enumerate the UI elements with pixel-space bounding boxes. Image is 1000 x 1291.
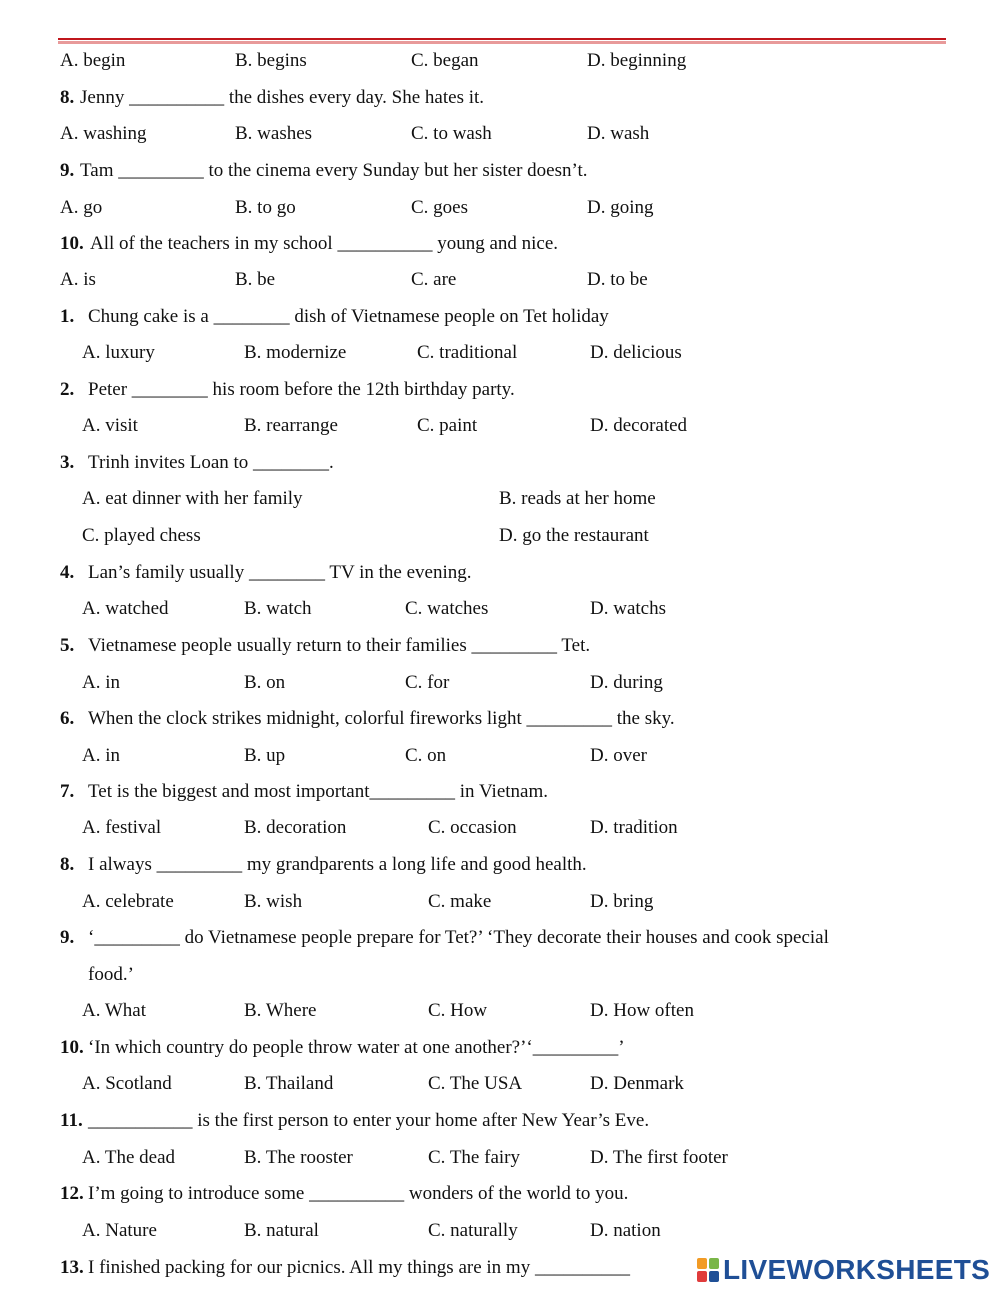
- question-text: ___________ is the first person to enter your home after New Year’s Eve.: [88, 1110, 650, 1131]
- option-row: [0, 196, 1000, 220]
- option-b[interactable]: B. washes: [235, 123, 313, 144]
- option-c[interactable]: C. watches: [405, 598, 489, 619]
- option-c[interactable]: C. to wash: [411, 123, 492, 144]
- option-c[interactable]: C. goes: [411, 197, 468, 218]
- question-text: When the clock strikes midnight, colorful fireworks light _________ the sky.: [88, 708, 675, 729]
- question-number: 2.: [60, 379, 75, 400]
- option-c[interactable]: C. on: [405, 745, 447, 766]
- option-c[interactable]: C. The fairy: [428, 1147, 520, 1168]
- option-b[interactable]: B. wish: [244, 891, 303, 912]
- option-row: [0, 268, 1000, 292]
- option-c[interactable]: C. How: [428, 1000, 488, 1021]
- option-row: [0, 744, 1000, 768]
- option-b[interactable]: B. The rooster: [244, 1147, 353, 1168]
- liveworksheets-logo: [697, 1253, 990, 1287]
- question-text: Lan’s family usually ________ TV in the evening.: [88, 562, 472, 583]
- question-number: 7.: [60, 781, 75, 802]
- question-number: 11.: [60, 1110, 83, 1131]
- option-d[interactable]: D. nation: [590, 1220, 661, 1241]
- option-a[interactable]: A. washing: [60, 123, 147, 144]
- option-b[interactable]: B. on: [244, 672, 286, 693]
- option-d[interactable]: D. to be: [587, 269, 648, 290]
- option-b[interactable]: B. watch: [244, 598, 312, 619]
- question-2: [0, 378, 1000, 402]
- option-a[interactable]: A. in: [82, 672, 120, 693]
- option-c[interactable]: C. paint: [417, 415, 478, 436]
- question-8: [0, 853, 1000, 877]
- option-a[interactable]: A. eat dinner with her family: [82, 488, 303, 509]
- question-number: 13.: [60, 1257, 84, 1278]
- option-d[interactable]: D. beginning: [587, 50, 687, 71]
- option-a[interactable]: A. Nature: [82, 1220, 157, 1241]
- header-rule-bottom: [58, 41, 946, 44]
- question-s1-9: [0, 159, 1000, 183]
- option-c[interactable]: C. for: [405, 672, 450, 693]
- question-number: 10.: [60, 1037, 84, 1058]
- question-text: Tet is the biggest and most important_________ in Vietnam.: [88, 781, 548, 802]
- option-c[interactable]: C. are: [411, 269, 457, 290]
- question-number: 8.: [60, 87, 75, 108]
- question-text: Peter ________ his room before the 12th birthday party.: [88, 379, 515, 400]
- option-a[interactable]: A. visit: [82, 415, 138, 436]
- option-b[interactable]: B. begins: [235, 50, 307, 71]
- option-row: [0, 1219, 1000, 1243]
- option-row: [0, 597, 1000, 621]
- option-d[interactable]: D. The first footer: [590, 1147, 728, 1168]
- option-d[interactable]: D. going: [587, 197, 654, 218]
- option-d[interactable]: D. delicious: [590, 342, 682, 363]
- option-c[interactable]: C. occasion: [428, 817, 517, 838]
- option-c[interactable]: C. began: [411, 50, 479, 71]
- option-a[interactable]: A. festival: [82, 817, 162, 838]
- option-c[interactable]: C. The USA: [428, 1073, 523, 1094]
- option-b[interactable]: B. up: [244, 745, 286, 766]
- option-d[interactable]: D. decorated: [590, 415, 688, 436]
- option-c[interactable]: C. naturally: [428, 1220, 518, 1241]
- option-b[interactable]: B. be: [235, 269, 276, 290]
- question-number: 8.: [60, 854, 75, 875]
- option-row: [0, 414, 1000, 438]
- question-text: Chung cake is a ________ dish of Vietnamese people on Tet holiday: [88, 306, 609, 327]
- option-row: [0, 816, 1000, 840]
- option-d[interactable]: D. watchs: [590, 598, 666, 619]
- question-text: I’m going to introduce some __________ wonders of the world to you.: [88, 1183, 629, 1204]
- option-b[interactable]: B. Thailand: [244, 1073, 334, 1094]
- option-b[interactable]: B. Where: [244, 1000, 317, 1021]
- option-a[interactable]: A. Scotland: [82, 1073, 172, 1094]
- question-7: [0, 780, 1000, 804]
- option-a[interactable]: A. in: [82, 745, 120, 766]
- option-a[interactable]: A. begin: [60, 50, 126, 71]
- option-d[interactable]: D. go the restaurant: [499, 525, 649, 546]
- question-5: [0, 634, 1000, 658]
- question-text: Tam _________ to the cinema every Sunday but her sister doesn’t.: [80, 160, 588, 181]
- option-row: [0, 671, 1000, 695]
- header-rule-top: [58, 38, 946, 40]
- question-text: Vietnamese people usually return to their families _________ Tet.: [88, 635, 591, 656]
- question-text: ‘In which country do people throw water at one another?’‘_________’: [88, 1037, 625, 1058]
- question-9-continued: [0, 963, 1000, 987]
- logo-text: LIVEWORKSHEETS: [723, 1254, 991, 1285]
- question-3: [0, 451, 1000, 475]
- question-text: All of the teachers in my school __________ young and nice.: [90, 233, 559, 254]
- option-row: [0, 49, 1000, 73]
- question-number: 12.: [60, 1183, 84, 1204]
- option-row: [0, 524, 1000, 548]
- question-number: 3.: [60, 452, 75, 473]
- question-6: [0, 707, 1000, 731]
- option-a[interactable]: A. is: [60, 269, 96, 290]
- option-c[interactable]: C. make: [428, 891, 492, 912]
- option-d[interactable]: D. bring: [590, 891, 654, 912]
- option-row: [0, 890, 1000, 914]
- question-11: [0, 1109, 1000, 1133]
- option-b[interactable]: B. natural: [244, 1220, 319, 1241]
- option-c[interactable]: C. played chess: [82, 525, 201, 546]
- option-a[interactable]: A. watched: [82, 598, 169, 619]
- question-12: [0, 1182, 1000, 1206]
- question-text: I finished packing for our picnics. All my things are in my __________: [88, 1257, 630, 1278]
- question-4: [0, 561, 1000, 585]
- liveworksheets-logo-icon: [697, 1258, 719, 1282]
- question-text: Trinh invites Loan to ________.: [88, 452, 334, 473]
- option-b[interactable]: B. to go: [235, 197, 296, 218]
- option-row: [0, 1146, 1000, 1170]
- question-1: [0, 305, 1000, 329]
- option-row: [0, 487, 1000, 511]
- question-10: [0, 1036, 1000, 1060]
- option-a[interactable]: A. What: [82, 1000, 147, 1021]
- question-number: 9.: [60, 160, 75, 181]
- option-a[interactable]: A. luxury: [82, 342, 155, 363]
- option-b[interactable]: B. rearrange: [244, 415, 338, 436]
- header-rule: [58, 38, 946, 44]
- option-row: [0, 1072, 1000, 1096]
- question-s1-10: [0, 232, 1000, 256]
- question-text: ‘_________ do Vietnamese people prepare for Tet?’ ‘They decorate their houses and cook special: [88, 927, 829, 948]
- option-d[interactable]: D. Denmark: [590, 1073, 684, 1094]
- option-b[interactable]: B. reads at her home: [499, 488, 656, 509]
- question-s1-8: [0, 86, 1000, 110]
- option-a[interactable]: A. The dead: [82, 1147, 176, 1168]
- option-row: [0, 122, 1000, 146]
- option-b[interactable]: B. modernize: [244, 342, 347, 363]
- option-b[interactable]: B. decoration: [244, 817, 347, 838]
- question-text: I always _________ my grandparents a long life and good health.: [88, 854, 587, 875]
- option-d[interactable]: D. over: [590, 745, 647, 766]
- question-text: Jenny __________ the dishes every day. She hates it.: [80, 87, 485, 108]
- question-number: 1.: [60, 306, 75, 327]
- question-number: 5.: [60, 635, 75, 656]
- question-text-continued: food.’: [88, 964, 134, 985]
- option-a[interactable]: A. celebrate: [82, 891, 174, 912]
- question-number: 10.: [60, 233, 84, 254]
- question-number: 6.: [60, 708, 75, 729]
- option-d[interactable]: D. wash: [587, 123, 650, 144]
- option-row: [0, 341, 1000, 365]
- option-d[interactable]: D. tradition: [590, 817, 678, 838]
- question-number: 4.: [60, 562, 75, 583]
- option-row: [0, 999, 1000, 1023]
- question-9: [0, 926, 1000, 950]
- option-a[interactable]: A. go: [60, 197, 103, 218]
- option-d[interactable]: D. during: [590, 672, 663, 693]
- option-c[interactable]: C. traditional: [417, 342, 518, 363]
- option-d[interactable]: D. How often: [590, 1000, 694, 1021]
- question-number: 9.: [60, 927, 75, 948]
